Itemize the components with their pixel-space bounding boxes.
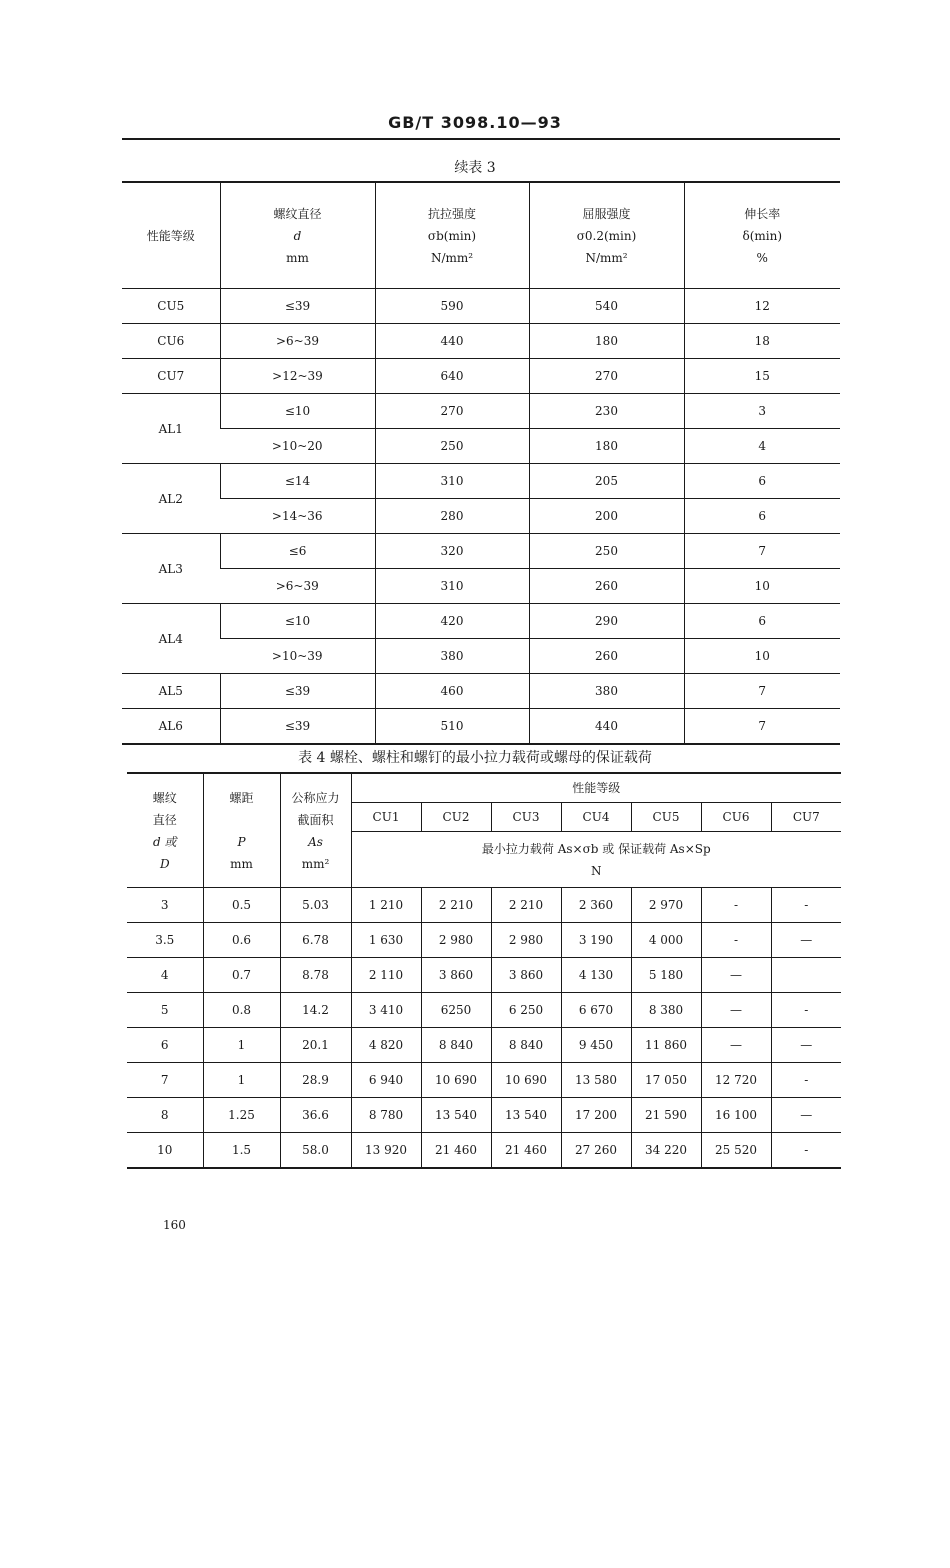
load-cell: 2 360: [561, 888, 631, 923]
yield-cell: 380: [529, 674, 684, 709]
table3-header-row: [122, 182, 840, 289]
load-cell: 12 720: [701, 1063, 771, 1098]
load-cell: —: [771, 1028, 841, 1063]
table3-header-tensile: 抗拉强度 σb(min) N/mm²: [375, 182, 529, 289]
diameter-cell: >10~39: [220, 639, 375, 674]
load-cell: 6250: [421, 993, 491, 1028]
diameter-cell: >14~36: [220, 499, 375, 534]
load-cell: 6 940: [351, 1063, 421, 1098]
load-cell: 10 690: [491, 1063, 561, 1098]
page-number: 160: [163, 1218, 186, 1232]
table3-header-yield: 屈服强度 σ0.2(min) N/mm²: [529, 182, 684, 289]
load-cell: 11 860: [631, 1028, 701, 1063]
load-cell: 5 180: [631, 958, 701, 993]
yield-cell: 205: [529, 464, 684, 499]
grade-cell: AL6: [122, 709, 220, 745]
grade-header-cu2: CU2: [421, 803, 491, 832]
diameter-cell: ≤39: [220, 289, 375, 324]
table4-header-grade-group: 性能等级: [351, 773, 841, 803]
elongation-cell: 15: [684, 359, 840, 394]
diameter-cell: >6~39: [220, 569, 375, 604]
grade-cell: CU5: [122, 289, 220, 324]
tensile-cell: 310: [375, 569, 529, 604]
load-cell: 13 920: [351, 1133, 421, 1169]
pitch-cell: 1.5: [203, 1133, 280, 1169]
yield-cell: 180: [529, 324, 684, 359]
load-cell: 1 630: [351, 923, 421, 958]
elongation-cell: 7: [684, 534, 840, 569]
table4-header-load: 最小拉力载荷 As×σb 或 保证载荷 As×Sp N: [351, 832, 841, 888]
diameter-cell: ≤6: [220, 534, 375, 569]
pitch-cell: 0.8: [203, 993, 280, 1028]
diameter-cell: >12~39: [220, 359, 375, 394]
load-cell: 4 820: [351, 1028, 421, 1063]
grade-cell: AL3: [122, 534, 220, 604]
elongation-cell: 7: [684, 674, 840, 709]
elongation-cell: 4: [684, 429, 840, 464]
table-row: [127, 958, 841, 993]
load-cell: 16 100: [701, 1098, 771, 1133]
diameter-cell: ≤10: [220, 604, 375, 639]
grade-cell: AL1: [122, 394, 220, 464]
table3-header-grade: 性能等级: [122, 182, 220, 289]
elongation-cell: 12: [684, 289, 840, 324]
grade-header-cu6: CU6: [701, 803, 771, 832]
elongation-cell: 7: [684, 709, 840, 745]
tensile-cell: 460: [375, 674, 529, 709]
grade-header-cu7: CU7: [771, 803, 841, 832]
load-cell: 2 970: [631, 888, 701, 923]
table-row: [122, 534, 840, 569]
table4-header-pitch: 螺距 P mm: [203, 773, 280, 888]
elongation-cell: 18: [684, 324, 840, 359]
load-cell: 9 450: [561, 1028, 631, 1063]
load-cell: 2 980: [421, 923, 491, 958]
diameter-cell: ≤39: [220, 674, 375, 709]
table4-header-diameter: 螺纹 直径 d 或 D: [127, 773, 203, 888]
stress-area-cell: 6.78: [280, 923, 351, 958]
thread-diameter-cell: 5: [127, 993, 203, 1028]
stress-area-cell: 14.2: [280, 993, 351, 1028]
elongation-cell: 3: [684, 394, 840, 429]
load-cell: 13 540: [421, 1098, 491, 1133]
pitch-cell: 0.6: [203, 923, 280, 958]
grade-cell: CU7: [122, 359, 220, 394]
diameter-cell: >6~39: [220, 324, 375, 359]
load-cell: -: [771, 993, 841, 1028]
diameter-cell: ≤10: [220, 394, 375, 429]
load-cell: -: [701, 923, 771, 958]
diameter-cell: ≤14: [220, 464, 375, 499]
load-cell: -: [771, 1063, 841, 1098]
yield-cell: 260: [529, 639, 684, 674]
table3-header-diameter: 螺纹直径 d mm: [220, 182, 375, 289]
table4: [127, 772, 841, 1169]
stress-area-cell: 5.03: [280, 888, 351, 923]
pitch-cell: 0.7: [203, 958, 280, 993]
yield-cell: 540: [529, 289, 684, 324]
load-cell: -: [771, 888, 841, 923]
table-row: [122, 359, 840, 394]
thread-diameter-cell: 3: [127, 888, 203, 923]
load-cell: 13 540: [491, 1098, 561, 1133]
tensile-cell: 270: [375, 394, 529, 429]
table-row: [127, 1028, 841, 1063]
stress-area-cell: 20.1: [280, 1028, 351, 1063]
load-cell: —: [701, 1028, 771, 1063]
tensile-cell: 280: [375, 499, 529, 534]
table-row: [127, 888, 841, 923]
grade-header-cu5: CU5: [631, 803, 701, 832]
standard-number-header: GB/T 3098.10—93: [388, 113, 562, 132]
load-cell: 3 190: [561, 923, 631, 958]
tensile-cell: 590: [375, 289, 529, 324]
table-row: [122, 289, 840, 324]
load-cell: 34 220: [631, 1133, 701, 1169]
pitch-cell: 1: [203, 1063, 280, 1098]
thread-diameter-cell: 7: [127, 1063, 203, 1098]
tensile-cell: 250: [375, 429, 529, 464]
table-row: [122, 674, 840, 709]
table4-header-row-1: [127, 773, 841, 803]
table3-header-elongation: 伸长率 δ(min) %: [684, 182, 840, 289]
load-cell: 3 860: [491, 958, 561, 993]
load-cell: 8 840: [491, 1028, 561, 1063]
tensile-cell: 320: [375, 534, 529, 569]
load-cell: 17 050: [631, 1063, 701, 1098]
yield-cell: 230: [529, 394, 684, 429]
load-cell: —: [771, 923, 841, 958]
load-cell: 17 200: [561, 1098, 631, 1133]
yield-cell: 440: [529, 709, 684, 745]
table3-caption: 续表 3: [454, 160, 496, 176]
load-cell: 6 670: [561, 993, 631, 1028]
elongation-cell: 10: [684, 569, 840, 604]
yield-cell: 200: [529, 499, 684, 534]
elongation-cell: 6: [684, 604, 840, 639]
stress-area-cell: 8.78: [280, 958, 351, 993]
tensile-cell: 420: [375, 604, 529, 639]
load-cell: 21 590: [631, 1098, 701, 1133]
table3: [122, 181, 840, 745]
yield-cell: 290: [529, 604, 684, 639]
load-cell: 2 110: [351, 958, 421, 993]
stress-area-cell: 36.6: [280, 1098, 351, 1133]
grade-header-cu1: CU1: [351, 803, 421, 832]
pitch-cell: 0.5: [203, 888, 280, 923]
table-row: [122, 639, 840, 674]
grade-cell: AL5: [122, 674, 220, 709]
elongation-cell: 10: [684, 639, 840, 674]
pitch-cell: 1.25: [203, 1098, 280, 1133]
table4-header-stress-area: 公称应力 截面积 As mm²: [280, 773, 351, 888]
load-cell: —: [771, 1098, 841, 1133]
table-row: [122, 569, 840, 604]
load-cell: —: [701, 993, 771, 1028]
tensile-cell: 380: [375, 639, 529, 674]
grade-cell: AL2: [122, 464, 220, 534]
elongation-cell: 6: [684, 464, 840, 499]
tensile-cell: 640: [375, 359, 529, 394]
load-cell: -: [701, 888, 771, 923]
load-cell: 21 460: [421, 1133, 491, 1169]
grade-header-cu4: CU4: [561, 803, 631, 832]
pitch-cell: 1: [203, 1028, 280, 1063]
table-row: [122, 429, 840, 464]
table-row: [122, 394, 840, 429]
load-cell: 8 840: [421, 1028, 491, 1063]
load-cell: -: [771, 1133, 841, 1169]
load-cell: 4 130: [561, 958, 631, 993]
load-cell: 6 250: [491, 993, 561, 1028]
table-row: [122, 499, 840, 534]
load-cell: [771, 958, 841, 993]
stress-area-cell: 58.0: [280, 1133, 351, 1169]
grade-cell: CU6: [122, 324, 220, 359]
thread-diameter-cell: 10: [127, 1133, 203, 1169]
tensile-cell: 440: [375, 324, 529, 359]
load-cell: 3 860: [421, 958, 491, 993]
diameter-cell: ≤39: [220, 709, 375, 745]
load-cell: 21 460: [491, 1133, 561, 1169]
grade-cell: AL4: [122, 604, 220, 674]
table-row: [127, 923, 841, 958]
table-row: [122, 464, 840, 499]
load-cell: 3 410: [351, 993, 421, 1028]
load-cell: 10 690: [421, 1063, 491, 1098]
diameter-cell: >10~20: [220, 429, 375, 464]
table4-caption: 表 4 螺栓、螺柱和螺钉的最小拉力载荷或螺母的保证载荷: [298, 750, 652, 766]
tensile-cell: 310: [375, 464, 529, 499]
load-cell: —: [701, 958, 771, 993]
table-row: [122, 324, 840, 359]
load-cell: 2 980: [491, 923, 561, 958]
table-row: [122, 709, 840, 745]
table-row: [122, 604, 840, 639]
load-cell: 8 380: [631, 993, 701, 1028]
tensile-cell: 510: [375, 709, 529, 745]
table-row: [127, 993, 841, 1028]
thread-diameter-cell: 8: [127, 1098, 203, 1133]
elongation-cell: 6: [684, 499, 840, 534]
load-cell: 2 210: [421, 888, 491, 923]
grade-header-cu3: CU3: [491, 803, 561, 832]
thread-diameter-cell: 3.5: [127, 923, 203, 958]
load-cell: 8 780: [351, 1098, 421, 1133]
load-cell: 1 210: [351, 888, 421, 923]
load-cell: 2 210: [491, 888, 561, 923]
table-row: [127, 1133, 841, 1169]
thread-diameter-cell: 6: [127, 1028, 203, 1063]
yield-cell: 270: [529, 359, 684, 394]
load-cell: 25 520: [701, 1133, 771, 1169]
load-cell: 13 580: [561, 1063, 631, 1098]
table-row: [127, 1098, 841, 1133]
thread-diameter-cell: 4: [127, 958, 203, 993]
load-cell: 4 000: [631, 923, 701, 958]
yield-cell: 260: [529, 569, 684, 604]
yield-cell: 180: [529, 429, 684, 464]
table-row: [127, 1063, 841, 1098]
load-cell: 27 260: [561, 1133, 631, 1169]
header-rule: [122, 138, 840, 140]
stress-area-cell: 28.9: [280, 1063, 351, 1098]
yield-cell: 250: [529, 534, 684, 569]
